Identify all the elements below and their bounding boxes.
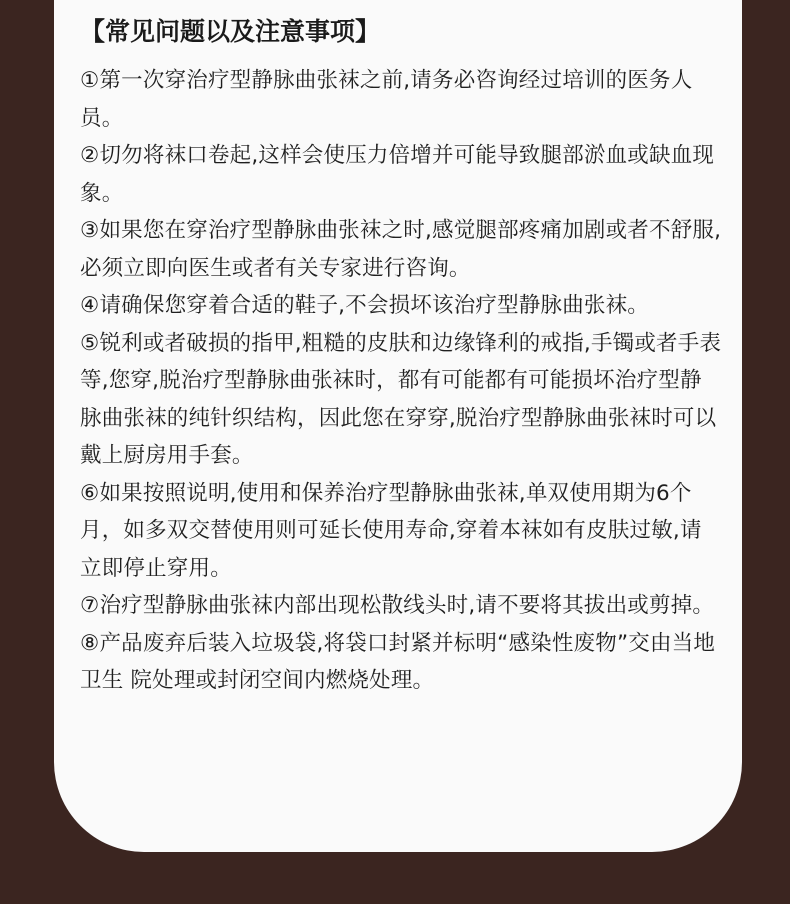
notice-item-8: ⑧产品废弃后装入垃圾袋,将袋口封紧并标明“感染性废物”交由当地卫生 院处理或封闭空间内燃烧处理。	[80, 630, 716, 693]
notice-list	[80, 62, 722, 700]
section-title: 【常见问题以及注意事项】	[80, 17, 381, 46]
notice-card	[54, 0, 742, 852]
notice-item-3: ③如果您在穿治疗型静脉曲张袜之时,感觉腿部疼痛加剧或者不舒服,必须立即向医生或者有关专家进行咨询。	[80, 218, 722, 281]
notice-item-1: ①第一次穿治疗型静脉曲张袜之前,请务必咨询经过培训的医务人员。	[80, 68, 693, 131]
notice-item-2: ②切勿将袜口卷起,这样会使压力倍增并可能导致腿部淤血或缺血现象。	[80, 143, 715, 206]
notice-item-7: ⑦治疗型静脉曲张袜内部出现松散线头时,请不要将其拔出或剪掉。	[80, 593, 715, 618]
notice-item-4: ④请确保您穿着合适的鞋子,不会损坏该治疗型静脉曲张袜。	[80, 293, 650, 318]
notice-item-5: ⑤锐利或者破损的指甲,粗糙的皮肤和边缘锋利的戒指,手镯或者手表等,您穿,脱治疗型静脉曲张袜时，都有可能都有可能损坏治疗型静脉曲张袜的纯针织结构，因此您在穿穿,脱治疗型静脉曲张袜时可以戴上厨房用手套。	[80, 330, 722, 468]
notice-item-6: ⑥如果按照说明,使用和保养治疗型静脉曲张袜,单双使用期为6个月，如多双交替使用则可延长使用寿命,穿着本袜如有皮肤过敏,请立即停止穿用。	[80, 480, 702, 581]
